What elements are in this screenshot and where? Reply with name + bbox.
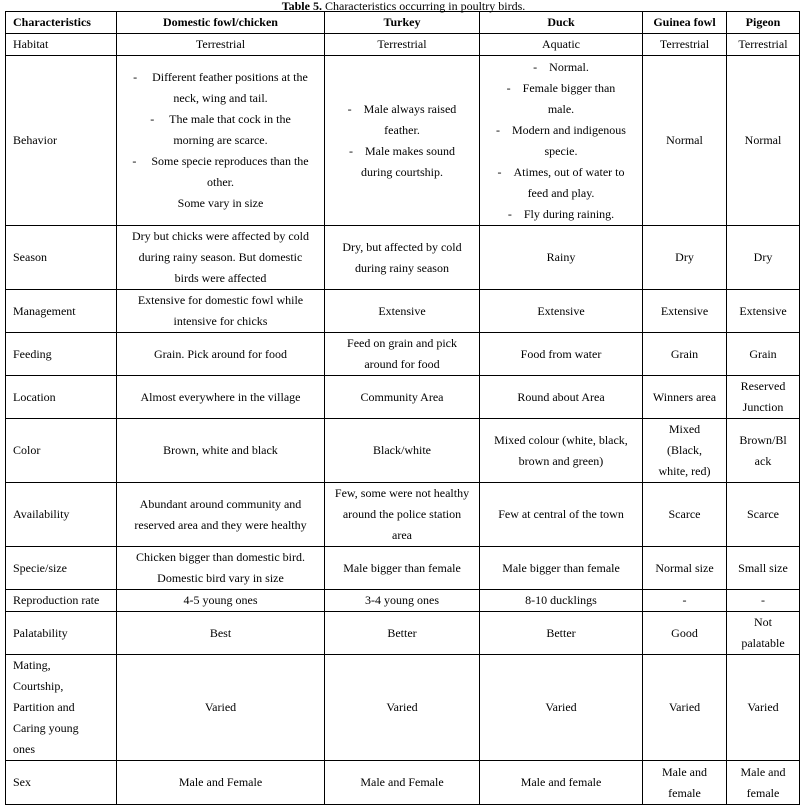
cell-text: area bbox=[392, 528, 412, 542]
cell-domestic-fowl bbox=[117, 56, 325, 226]
cell-text: 8-10 ducklings bbox=[525, 593, 597, 607]
row-label-line: Management bbox=[13, 303, 76, 318]
cell-text: Some vary in size bbox=[177, 196, 264, 210]
cell-duck bbox=[480, 483, 643, 547]
cell-text: Varied bbox=[668, 700, 701, 714]
table-row bbox=[6, 419, 800, 483]
cell-text: Domestic bird vary in size bbox=[157, 571, 284, 585]
cell-text: birds were affected bbox=[174, 271, 267, 285]
cell-text: palatable bbox=[741, 636, 785, 650]
cell-pigeon bbox=[727, 333, 800, 376]
cell-turkey bbox=[325, 612, 480, 655]
table-row bbox=[6, 290, 800, 333]
header-characteristics: Characteristics bbox=[6, 12, 117, 34]
cell-turkey bbox=[325, 483, 480, 547]
cell-text: Extensive for domestic fowl while bbox=[137, 293, 304, 307]
cell-text: white, red) bbox=[658, 464, 711, 478]
row-label bbox=[6, 376, 117, 419]
header-domestic-fowl: Domestic fowl/chicken bbox=[117, 12, 325, 34]
cell-text: Dry bbox=[753, 250, 773, 264]
header-turkey: Turkey bbox=[325, 12, 480, 34]
cell-text: Varied bbox=[204, 700, 237, 714]
row-label bbox=[6, 34, 117, 56]
cell-pigeon bbox=[727, 34, 800, 56]
cell-text: Extensive bbox=[739, 303, 787, 318]
cell-text: Community Area bbox=[360, 389, 444, 404]
cell-text: male. bbox=[547, 101, 575, 116]
cell-text: Brown/Bl bbox=[739, 432, 787, 447]
table-row bbox=[6, 34, 800, 56]
cell-text: Extensive bbox=[537, 303, 585, 318]
table-row bbox=[6, 376, 800, 419]
table-row bbox=[6, 761, 800, 805]
characteristics-table bbox=[5, 11, 800, 805]
cell-text: Normal size bbox=[655, 560, 714, 575]
cell-text: neck, wing and tail. bbox=[173, 91, 268, 105]
cell-text: Mixed colour (white, black, bbox=[494, 432, 628, 447]
row-label-line: Color bbox=[13, 443, 41, 457]
cell-pigeon bbox=[727, 761, 800, 805]
row-label bbox=[6, 483, 117, 547]
cell-guinea-fowl bbox=[643, 612, 727, 655]
cell-guinea-fowl bbox=[643, 655, 727, 761]
row-label-line: Behavior bbox=[13, 133, 57, 147]
cell-text: Dry, but affected by cold bbox=[342, 239, 462, 254]
cell-duck bbox=[480, 333, 643, 376]
cell-domestic-fowl bbox=[117, 655, 325, 761]
cell-text: Grain bbox=[749, 346, 777, 361]
cell-text: brown and green) bbox=[518, 453, 604, 468]
row-label-line: ones bbox=[13, 742, 35, 756]
cell-duck bbox=[480, 590, 643, 612]
cell-text: Good bbox=[671, 625, 698, 640]
header-pigeon: Pigeon bbox=[727, 12, 800, 34]
cell-domestic-fowl bbox=[117, 226, 325, 290]
row-label-line: Availability bbox=[13, 507, 70, 521]
cell-text: Varied bbox=[386, 700, 418, 714]
row-label-line: Season bbox=[13, 250, 47, 264]
cell-text: Male and female bbox=[520, 775, 602, 789]
cell-text: Dry but chicks were affected by cold bbox=[131, 229, 310, 243]
cell-text: - The male that cock in the bbox=[150, 112, 291, 126]
cell-guinea-fowl bbox=[643, 376, 727, 419]
row-label-line: Specie/size bbox=[13, 560, 67, 575]
cell-text: Male bigger than female bbox=[343, 560, 461, 575]
row-label bbox=[6, 761, 117, 805]
cell-text: Extensive bbox=[378, 303, 426, 318]
cell-domestic-fowl bbox=[117, 290, 325, 333]
cell-turkey bbox=[325, 547, 480, 590]
cell-guinea-fowl bbox=[643, 419, 727, 483]
cell-text: - Male always raised bbox=[347, 101, 457, 116]
cell-text: Varied bbox=[747, 700, 779, 714]
cell-text: Male and Female bbox=[360, 775, 444, 789]
cell-text: - Male makes sound bbox=[349, 143, 455, 158]
cell-text: female bbox=[668, 785, 701, 800]
cell-text: - Normal. bbox=[533, 59, 589, 74]
cell-turkey bbox=[325, 56, 480, 226]
row-label-line: Location bbox=[13, 389, 56, 404]
cell-text: - bbox=[761, 593, 765, 607]
cell-text: Varied bbox=[545, 700, 577, 714]
cell-guinea-fowl bbox=[643, 590, 727, 612]
cell-text: around the police station bbox=[342, 507, 462, 521]
cell-duck bbox=[480, 761, 643, 805]
row-label-line: Palatability bbox=[13, 625, 68, 640]
cell-text: female bbox=[746, 785, 780, 800]
cell-pigeon bbox=[727, 590, 800, 612]
row-label bbox=[6, 590, 117, 612]
cell-turkey bbox=[325, 419, 480, 483]
cell-turkey bbox=[325, 376, 480, 419]
cell-text: Aquatic bbox=[542, 37, 580, 51]
cell-pigeon bbox=[727, 655, 800, 761]
cell-guinea-fowl bbox=[643, 333, 727, 376]
cell-text: during rainy season bbox=[355, 260, 449, 275]
row-label bbox=[6, 655, 117, 761]
table-row bbox=[6, 226, 800, 290]
cell-text: Terrestrial bbox=[738, 37, 788, 51]
cell-duck bbox=[480, 612, 643, 655]
cell-pigeon bbox=[727, 56, 800, 226]
cell-pigeon bbox=[727, 226, 800, 290]
cell-guinea-fowl bbox=[643, 226, 727, 290]
cell-text: Mixed bbox=[668, 422, 701, 436]
cell-text: Feed on grain and pick bbox=[347, 336, 457, 350]
cell-domestic-fowl bbox=[117, 419, 325, 483]
cell-text: Chicken bigger than domestic bird. bbox=[136, 550, 305, 564]
cell-text: Abundant around community and bbox=[139, 496, 302, 511]
table-row bbox=[6, 333, 800, 376]
cell-domestic-fowl bbox=[117, 34, 325, 56]
cell-text: 3-4 young ones bbox=[365, 593, 439, 607]
cell-turkey bbox=[325, 761, 480, 805]
cell-pigeon bbox=[727, 547, 800, 590]
table-row bbox=[6, 590, 800, 612]
cell-text: - Different feather positions at the bbox=[133, 70, 308, 84]
table-body bbox=[6, 34, 800, 805]
cell-turkey bbox=[325, 333, 480, 376]
cell-text: - Female bigger than bbox=[506, 80, 616, 95]
row-label bbox=[6, 290, 117, 333]
cell-pigeon bbox=[727, 290, 800, 333]
caption-label: Table 5. bbox=[281, 0, 322, 13]
cell-text: Male and bbox=[740, 764, 786, 779]
cell-text: Few at central of the town bbox=[498, 507, 624, 521]
cell-domestic-fowl bbox=[117, 483, 325, 547]
cell-duck bbox=[480, 419, 643, 483]
cell-pigeon bbox=[727, 612, 800, 655]
cell-turkey bbox=[325, 655, 480, 761]
cell-duck bbox=[480, 34, 643, 56]
cell-duck bbox=[480, 547, 643, 590]
caption-text: Characteristics occurring in poultry birds. bbox=[321, 0, 526, 13]
cell-text: specie. bbox=[544, 143, 578, 158]
cell-text: intensive for chicks bbox=[173, 314, 268, 328]
row-label bbox=[6, 612, 117, 655]
row-label-line: Mating, bbox=[13, 658, 51, 672]
cell-guinea-fowl bbox=[643, 761, 727, 805]
cell-pigeon bbox=[727, 376, 800, 419]
cell-text: feed and play. bbox=[527, 185, 595, 200]
cell-turkey bbox=[325, 226, 480, 290]
row-label-line: Feeding bbox=[13, 346, 52, 361]
cell-text: - Fly during raining. bbox=[507, 206, 615, 221]
cell-text: 4-5 young ones bbox=[183, 593, 258, 607]
header-guinea-fowl: Guinea fowl bbox=[643, 12, 727, 34]
row-label bbox=[6, 333, 117, 376]
cell-guinea-fowl bbox=[643, 547, 727, 590]
cell-text: - Some specie reproduces than the bbox=[132, 154, 309, 168]
cell-domestic-fowl bbox=[117, 547, 325, 590]
cell-turkey bbox=[325, 590, 480, 612]
cell-text: Male and bbox=[662, 764, 707, 779]
cell-text: Almost everywhere in the village bbox=[140, 389, 301, 404]
cell-text: Terrestrial bbox=[195, 37, 246, 51]
cell-text: Dry bbox=[675, 250, 694, 264]
cell-text: Better bbox=[546, 625, 576, 640]
cell-text: ack bbox=[754, 453, 772, 468]
cell-text: Better bbox=[387, 625, 417, 640]
cell-text: Round about Area bbox=[517, 389, 605, 404]
cell-text: - Atimes, out of water to bbox=[497, 164, 625, 179]
cell-text: Extensive bbox=[660, 303, 709, 318]
cell-text: Food from water bbox=[520, 346, 602, 361]
table-row bbox=[6, 483, 800, 547]
cell-duck bbox=[480, 290, 643, 333]
cell-duck bbox=[480, 56, 643, 226]
table-row bbox=[6, 612, 800, 655]
cell-text: Junction bbox=[742, 400, 784, 414]
cell-domestic-fowl bbox=[117, 333, 325, 376]
cell-turkey bbox=[325, 34, 480, 56]
cell-text: reserved area and they were healthy bbox=[134, 517, 307, 532]
table-row bbox=[6, 547, 800, 590]
cell-duck bbox=[480, 226, 643, 290]
cell-text: during courtship. bbox=[361, 164, 443, 179]
cell-duck bbox=[480, 655, 643, 761]
cell-pigeon bbox=[727, 419, 800, 483]
cell-text: Normal bbox=[666, 133, 703, 147]
row-label-line: Courtship, bbox=[13, 679, 64, 693]
cell-text: Scarce bbox=[747, 507, 779, 521]
cell-text: (Black, bbox=[667, 443, 702, 457]
row-label bbox=[6, 56, 117, 226]
row-label-line: Habitat bbox=[13, 37, 49, 51]
cell-text: Small size bbox=[738, 560, 788, 575]
cell-domestic-fowl bbox=[117, 761, 325, 805]
cell-text: during rainy season. But domestic bbox=[138, 250, 303, 264]
cell-guinea-fowl bbox=[643, 483, 727, 547]
cell-domestic-fowl bbox=[117, 590, 325, 612]
row-label-line: Reproduction rate bbox=[13, 593, 100, 607]
row-label-line: Partition and bbox=[13, 700, 75, 714]
row-label bbox=[6, 226, 117, 290]
cell-text: Male bigger than female bbox=[502, 560, 620, 575]
cell-text: Reserved bbox=[740, 379, 786, 393]
cell-text: Terrestrial bbox=[377, 37, 427, 51]
cell-text: Black/white bbox=[373, 443, 431, 457]
row-label bbox=[6, 419, 117, 483]
cell-text: Grain bbox=[670, 346, 699, 361]
cell-text: Few, some were not healthy bbox=[334, 486, 470, 500]
row-label bbox=[6, 547, 117, 590]
cell-text: other. bbox=[207, 175, 234, 189]
table-row bbox=[6, 655, 800, 761]
cell-text: Winners area bbox=[652, 389, 717, 404]
cell-text: Normal bbox=[744, 133, 782, 147]
cell-duck bbox=[480, 376, 643, 419]
cell-text: Rainy bbox=[546, 250, 576, 264]
cell-text: - Modern and indigenous bbox=[496, 122, 626, 137]
cell-text: Grain. Pick around for food bbox=[154, 346, 287, 361]
cell-text: Not bbox=[754, 615, 772, 629]
cell-text: Best bbox=[209, 625, 232, 640]
cell-guinea-fowl bbox=[643, 56, 727, 226]
header-row bbox=[6, 12, 800, 34]
cell-text: feather. bbox=[384, 122, 420, 137]
cell-text: around for food bbox=[364, 357, 440, 371]
cell-domestic-fowl bbox=[117, 376, 325, 419]
cell-pigeon bbox=[727, 483, 800, 547]
cell-guinea-fowl bbox=[643, 290, 727, 333]
cell-text: Terrestrial bbox=[659, 37, 710, 51]
cell-text: morning are scarce. bbox=[173, 133, 268, 147]
cell-guinea-fowl bbox=[643, 34, 727, 56]
cell-domestic-fowl bbox=[117, 612, 325, 655]
header-duck: Duck bbox=[480, 12, 643, 34]
cell-text: - bbox=[682, 593, 687, 607]
row-label-line: Sex bbox=[13, 775, 31, 789]
row-label-line: Caring young bbox=[13, 721, 79, 735]
cell-text: Male and Female bbox=[178, 775, 263, 789]
cell-turkey bbox=[325, 290, 480, 333]
cell-text: Brown, white and black bbox=[163, 443, 278, 457]
table-row bbox=[6, 56, 800, 226]
cell-text: Scarce bbox=[668, 507, 701, 521]
